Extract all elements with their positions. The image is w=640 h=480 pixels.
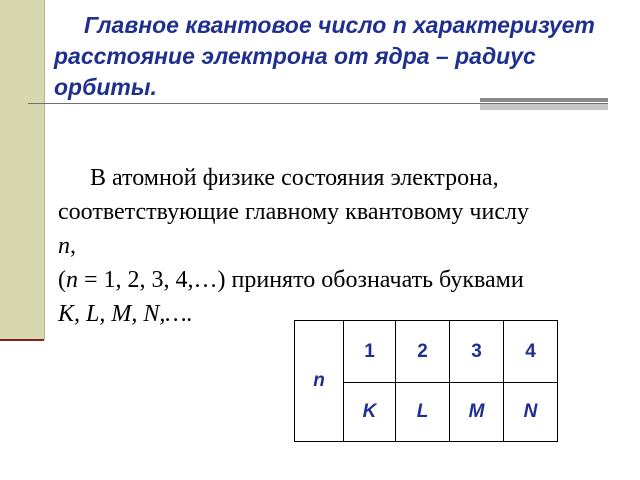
left-accent-bar-base <box>0 339 44 341</box>
body-var-n: n <box>58 233 70 259</box>
table-letter-cell: L <box>416 401 429 422</box>
body-line-4-rest: = 1, 2, 3, 4,…) принято обозначать буквами <box>78 267 524 293</box>
table-header-n: n <box>313 370 325 391</box>
shell-table <box>294 320 558 442</box>
title-divider-accent-light <box>480 104 608 110</box>
body-var-n-2: n <box>66 267 78 293</box>
table-number-cell: 3 <box>471 340 482 362</box>
body-line-4 <box>58 263 633 297</box>
body-line-3-rest: , <box>70 233 76 259</box>
table-letter-cell: M <box>468 401 485 422</box>
slide-body <box>58 161 633 331</box>
body-line-1: В атомной физике состояния электрона, <box>90 165 499 191</box>
slide-title: Главное квантовое число n характеризует расстояние электрона от ядра – радиус орбиты. <box>54 12 595 100</box>
table-number-cell: 1 <box>364 340 375 362</box>
table-number-cell: 2 <box>417 340 428 362</box>
body-line-4-open: ( <box>58 267 66 293</box>
table-number-cell: 4 <box>525 340 536 362</box>
left-accent-bar <box>0 0 45 340</box>
body-line-2: соответствующие главному квантовому числу <box>58 199 529 225</box>
table-letter-cell: K <box>362 401 377 422</box>
table-letter-cell: N <box>523 401 538 422</box>
body-line-3 <box>58 229 633 263</box>
body-line-5: K, L, M, N,…. <box>58 301 193 327</box>
title-divider-accent-dark <box>480 98 608 102</box>
